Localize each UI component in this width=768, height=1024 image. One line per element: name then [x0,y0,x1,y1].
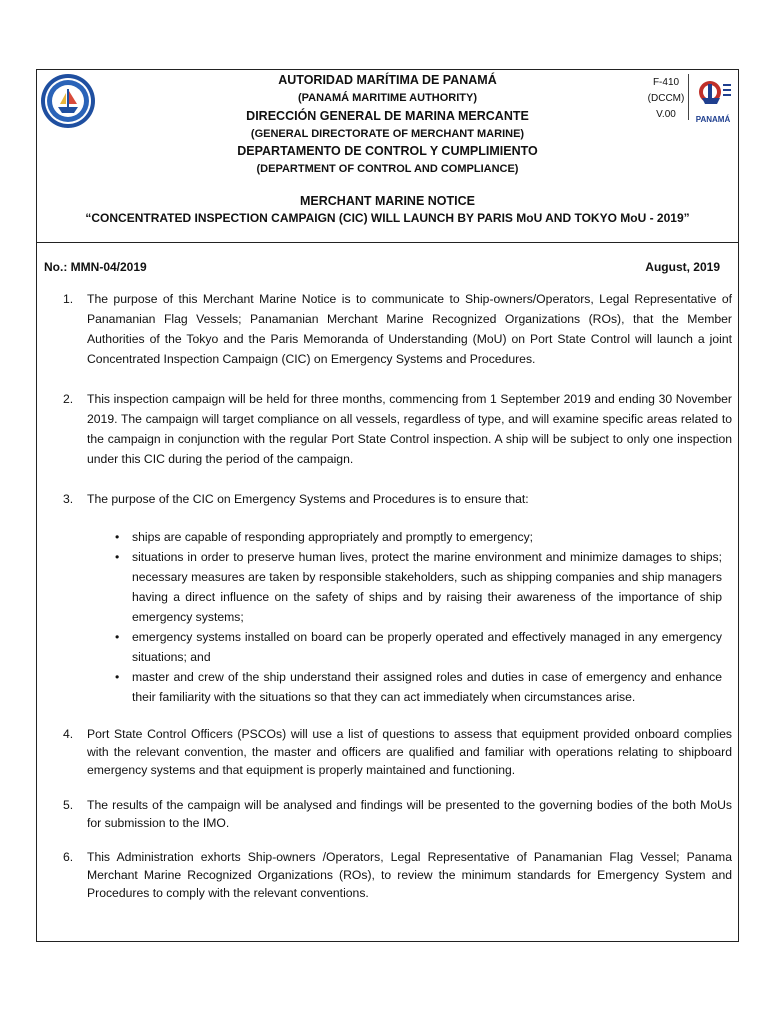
paragraph-5 [63,796,732,832]
paragraph-text: This inspection campaign will be held for three months, commencing from 1 September 2019 and ending 30 November 2019. The campaign will target compliance on all vessels, regardless of type, and will examine specific areas related to the campaign in conjunction with the regular Port State Control inspection. A ship will be subject to only one inspection under this CIC during the period of the campaign. [87,392,732,466]
bullet-dot: • [115,630,120,644]
paragraph-number: 2. [63,392,74,406]
paragraph-text: The results of the campaign will be analysed and findings will be presented to the governing bodies of the both MoUs for submission to the IMO. [87,798,732,830]
paragraph-4 [63,725,732,779]
paragraph-text: Port State Control Officers (PSCOs) will use a list of questions to assess that equipment provided onboard complies with the relevant convention, the master and officers are qualified and familiar with operations relating to shipboard emergency systems and that equipment is properly maintained and functioning. [87,727,732,777]
paragraph-number: 3. [63,492,74,506]
form-code-block [642,75,690,123]
header-authority-en: (PANAMÁ MARITIME AUTHORITY) [297,92,478,104]
notice-type: MERCHANT MARINE NOTICE [300,194,475,208]
paragraph-2 [63,389,732,469]
bullet-text: situations in order to preserve human lives, protect the marine environment and minimize damages to ships; necessary measures are taken by responsible stakeholders, such as shipping companies and ship managers having a direct influence on the safety of ships and by raising their awareness of the importance of ship emergency systems; [132,550,722,624]
bullet-text: ships are capable of responding appropriately and promptly to emergency; [132,530,534,544]
paragraph-number: 1. [63,292,74,306]
paragraph-number: 6. [63,850,74,864]
bullet-item [115,627,722,667]
form-version: V.00 [656,109,676,120]
header-divider [688,74,689,120]
paragraph-text: The purpose of the CIC on Emergency Systems and Procedures is to ensure that: [87,492,529,506]
paragraph-number: 5. [63,798,74,812]
paragraph-3 [63,489,732,509]
paragraph-text: This Administration exhorts Ship-owners /Operators, Legal Representative of Panamanian Flag Vessel; Panama Merchant Marine Recognized Organizations (ROs), to review the minimum standards for Emergency System and Procedures to comply with the relevant conventions. [87,850,732,900]
bullet-item [115,667,722,707]
panama-logo-text: PANAMÁ [695,115,731,124]
notice-number: No.: MMN-04/2019 [44,260,147,274]
header-authority-es: AUTORIDAD MARÍTIMA DE PANAMÁ [278,73,497,87]
bullet-dot: • [115,550,120,564]
notice-title: “CONCENTRATED INSPECTION CAMPAIGN (CIC) WILL LAUNCH BY PARIS MoU AND TOKYO MoU - 2019” [85,211,690,225]
header-department-es: DEPARTAMENTO DE CONTROL Y CUMPLIMIENTO [237,144,538,158]
panama-logo [693,78,733,124]
paragraph-text: The purpose of this Merchant Marine Notice is to communicate to Ship-owners/Operators, Legal Representative of Panamanian Flag Vessels; Panamanian Merchant Marine Recognized Organizations (ROs), that the Member Authorities of the Tokyo and the Paris Memoranda of Understanding (MoU) on Port State Control will launch a joint Concentrated Inspection Campaign (CIC) on Emergency Systems and Procedures. [87,292,732,366]
form-department: (DCCM) [647,93,685,104]
bullet-dot: • [115,670,120,684]
document-header [37,70,738,243]
bullet-item [115,547,722,627]
paragraph-1 [63,289,732,369]
header-directorate-en: (GENERAL DIRECTORATE OF MERCHANT MARINE) [250,128,525,140]
bullet-dot: • [115,530,120,544]
bullet-text: master and crew of the ship understand their assigned roles and duties in case of emergency and enhance their familiarity with the situations so that they can act immediately when circumstances arise. [132,670,722,704]
document-frame [36,69,739,942]
bullet-item [115,527,722,547]
header-directorate-es: DIRECCIÓN GENERAL DE MARINA MERCANTE [246,109,529,123]
paragraph-6 [63,848,732,902]
panama-emblem-icon [693,78,733,112]
form-code: F-410 [652,77,680,88]
paragraph-number: 4. [63,727,74,741]
notice-date: August, 2019 [645,260,720,274]
bullet-text: emergency systems installed on board can be properly operated and effectively managed in any emergency situations; and [132,630,722,664]
header-department-en: (DEPARTMENT OF CONTROL AND COMPLIANCE) [256,163,519,175]
